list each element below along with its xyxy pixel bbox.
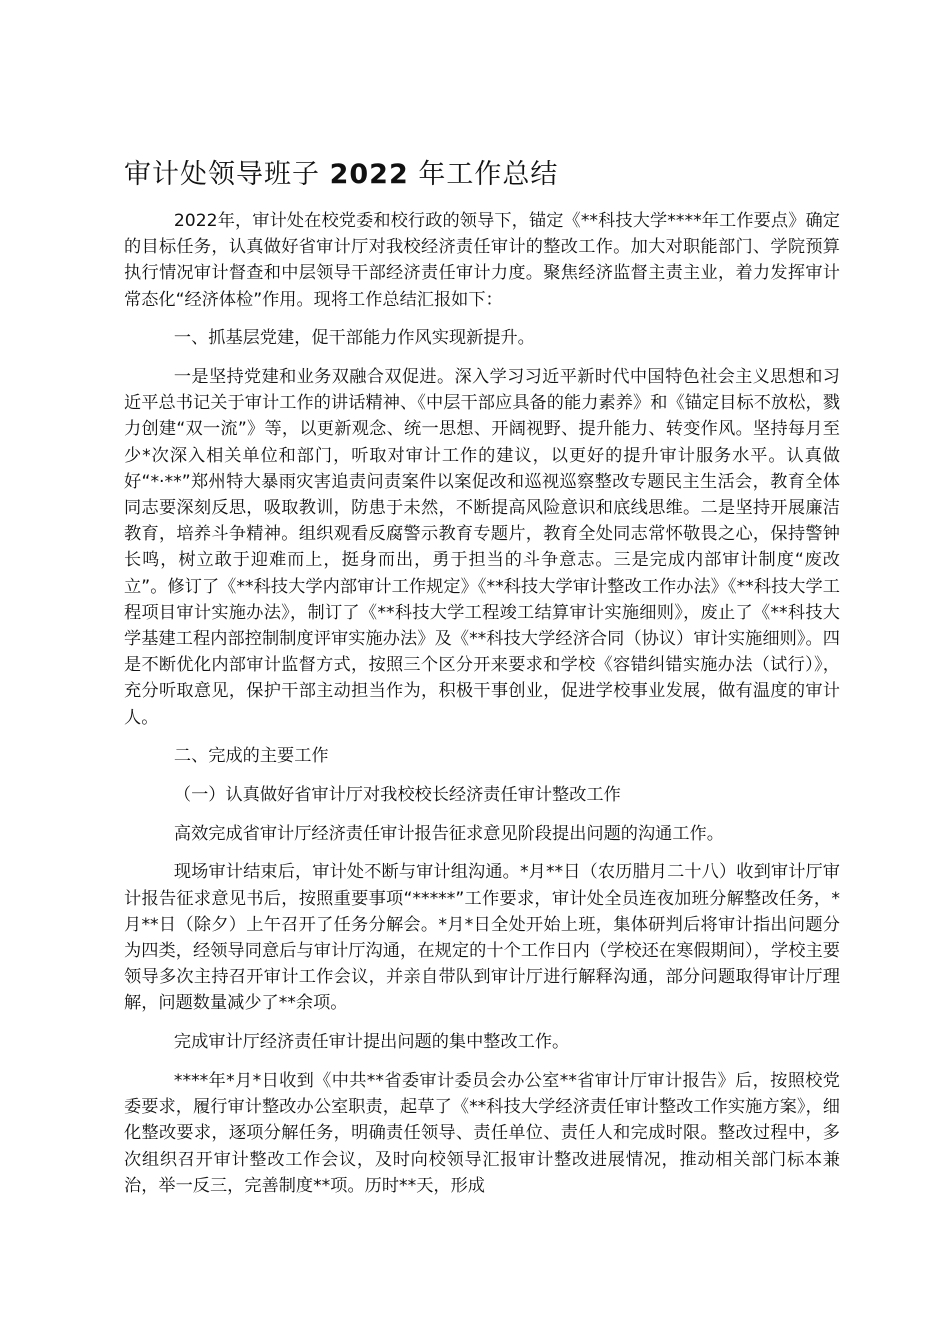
summary-line-2: 完成审计厅经济责任审计提出问题的集中整改工作。 (173, 1032, 570, 1053)
subsection-heading-1: （一）认真做好省审计厅对我校校长经济责任审计整改工作 (173, 785, 621, 806)
document-body (124, 208, 840, 1211)
document-title (124, 152, 558, 191)
party-building-paragraph: 一是坚持党建和业务双融合双促进。深入学习习近平新时代中国特色社会主义思想和习近平总书记关于审计工作的讲话精神、《中层干部应具备的能力素养》和《锚定目标不放松，戮力创建“双一流”》等，以更新观念、统一思想、开阔视野、提升能力、转变作风。坚持每月至少*次深入相关单位和部门，听取对审计工作的建议，以更好的提升审计服务水平。认真做好“*·**”郑州特大暴雨灾害追责问责案件以案促改和巡视巡察整改专题民主生活会，教育全体同志要深刻反思，吸取教训，防患于未然，不断提高风险意识和底线思维。二是坚持开展廉洁教育，培养斗争精神。组织观看反腐警示教育专题片，教育全处同志常怀敬畏之心，保持警钟长鸣，树立敢于迎难而上，挺身而出，勇于担当的斗争意志。三是完成内部审计制度“废改立”。修订了《**科技大学内部审计工作规定》《**科技大学审计整改工作办法》《**科技大学工程项目审计实施办法》，制订了《**科技大学工程竣工结算审计实施细则》，废止了《**科技大学基建工程内部控制制度评审实施办法》及《**科技大学经济合同（协议）审计实施细则》。四是不断优化内部审计监督方式，按照三个区分开来要求和学校《容错纠错实施办法（试行）》，充分听取意见，保护干部主动担当作为，积极干事创业，促进学校事业发展，做有温度的审计人。 (124, 367, 840, 728)
title-prefix: 审计处领导班子 (124, 159, 320, 190)
section-heading-2: 二、完成的主要工作 (173, 746, 329, 767)
intro-paragraph: 2022年，审计处在校党委和校行政的领导下，锚定《**科技大学****年工作要点》确定的目标任务，认真做好省审计厅对我校经济责任审计的整改工作。加大对职能部门、学院预算执行情况审计督查和中层领导干部经济责任审计力度。聚焦经济监督主责主业，着力发挥审计常态化“经济体检”作用。现将工作总结汇报如下： (124, 211, 840, 310)
communication-paragraph: 现场审计结束后，审计处不断与审计组沟通。*月**日（农历腊月二十八）收到审计厅审计报告征求意见书后，按照重要事项“*****”工作要求，审计处全员连夜加班分解整改任务，*月**日（除夕）上午召开了任务分解会。*月*日全处开始上班，集体研判后将审计指出问题分为四类，经领导同意后与审计厅沟通，在规定的十个工作日内（学校还在寒假期间），学校主要领导多次主持召开审计工作会议，并亲自带队到审计厅进行解释沟通，部分问题取得审计厅理解，问题数量减少了**余项。 (124, 862, 840, 1014)
rectification-paragraph: ****年*月*日收到《中共**省委审计委员会办公室**省审计厅审计报告》后，按照校党委要求，履行审计整改办公室职责，起草了《**科技大学经济责任审计整改工作实施方案》，细化整改要求，逐项分解任务，明确责任领导、责任单位、责任人和完成时限。整改过程中，多次组织召开审计整改工作会议，及时向校领导汇报审计整改进展情况，推动相关部门标本兼治，举一反三，完善制度**项。历时**天，形成 (124, 1070, 840, 1196)
title-suffix: 年工作总结 (418, 159, 559, 190)
summary-line-1: 高效完成省审计厅经济责任审计报告征求意见阶段提出问题的沟通工作。 (173, 823, 724, 844)
title-year: 2022 (329, 159, 409, 190)
section-heading-1: 一、抓基层党建，促干部能力作风实现新提升。 (173, 328, 535, 349)
